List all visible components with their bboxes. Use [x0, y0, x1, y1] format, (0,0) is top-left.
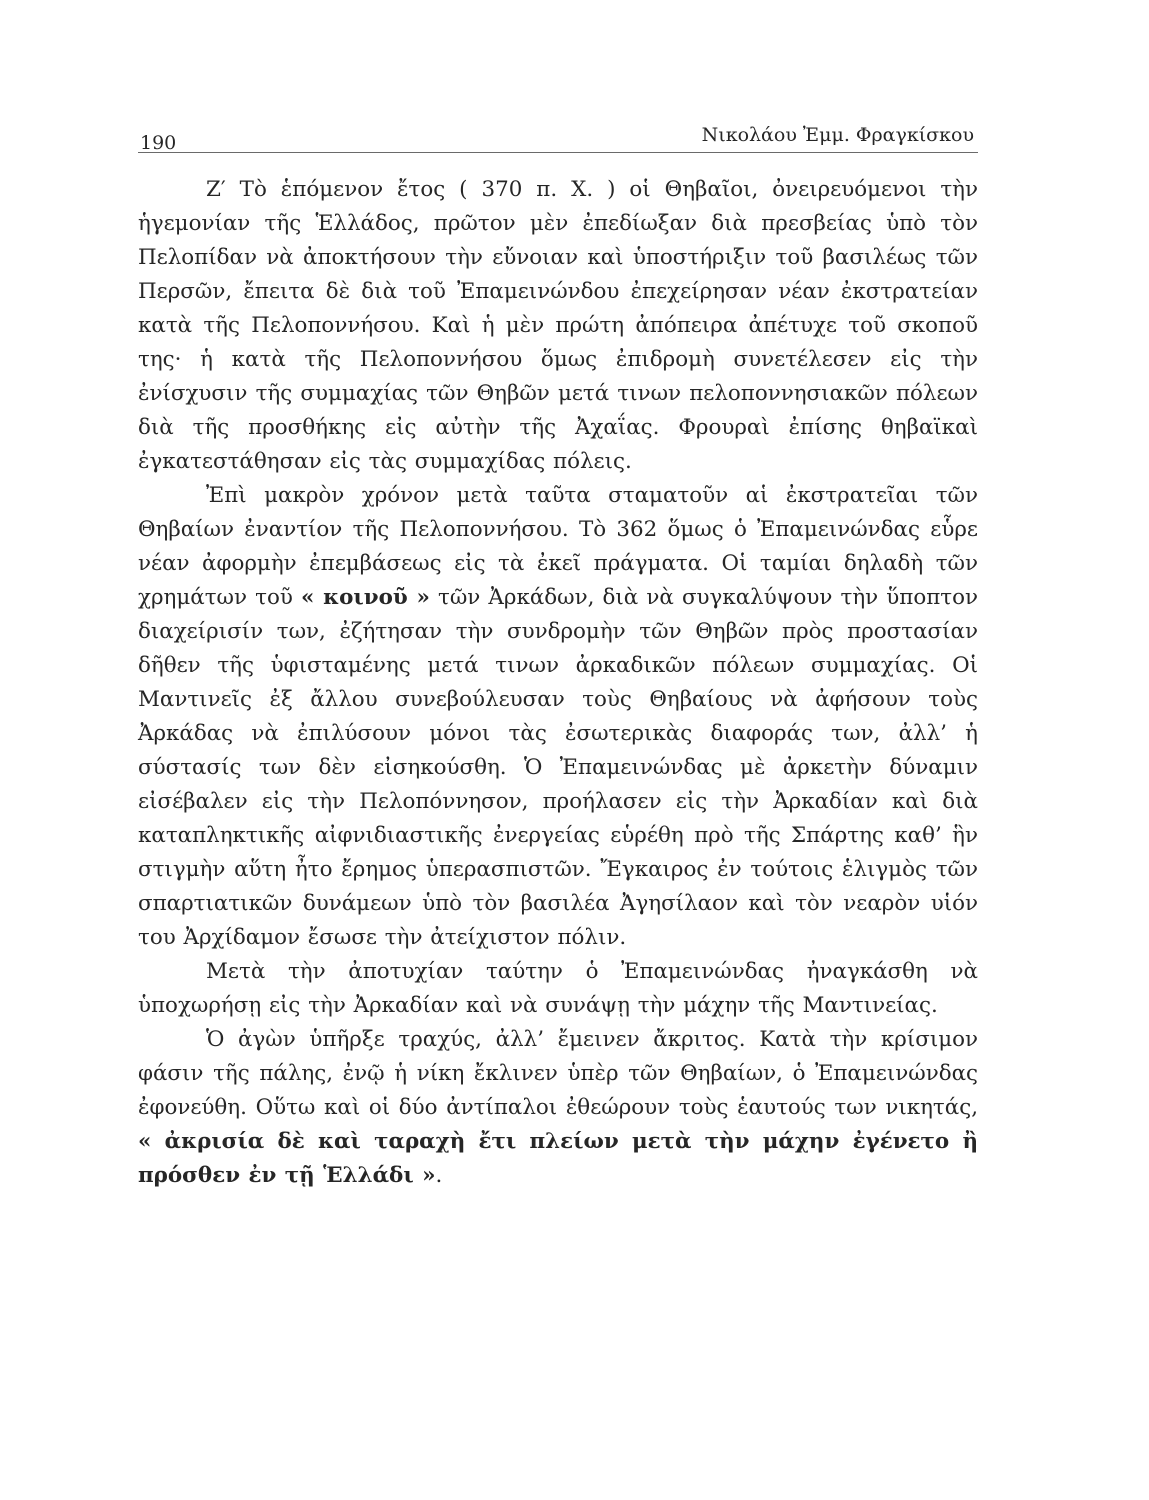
paragraph-1: [138, 173, 978, 479]
paragraph-text: Ὁ ἀγὼν ὑπῆρξε τραχύς, ἀλλ’ ἔμεινεν ἄκριτος. Κατὰ τὴν κρίσιμον φάσιν τῆς πάλης, ἐνῷ ἡ νίκη ἔκλινεν ὑπὲρ τῶν Θηβαίων, ὁ Ἐπαμεινώνδας ἐφονεύθη. Οὕτω καὶ οἱ δύο ἀντίπαλοι ἐθεώρουν τοὺς ἑαυτούς των νικητάς,: [138, 1027, 978, 1120]
paragraph-4: [138, 1023, 978, 1193]
running-head: Νικολάου Ἐμμ. Φραγκίσκου: [701, 124, 974, 146]
paragraph-text: Ζ′ Τὸ ἑπόμενον ἔτος ( 370 π. Χ. ) οἱ Θηβαῖοι, ὀνειρευόμενοι τὴν ἡγεμονίαν τῆς Ἑλλάδος, πρῶτον μὲν ἐπεδίωξαν διὰ πρεσβείας ὑπὸ τὸν Πελοπίδαν νὰ ἀποκτήσουν τὴν εὔνοιαν καὶ ὑποστήριξιν τοῦ βασιλέως τῶν Περσῶν, ἔπειτα δὲ διὰ τοῦ Ἐπαμεινώνδου ἐπεχείρησαν νέαν ἐκστρατείαν κατὰ τῆς Πελοποννήσου. Καὶ ἡ μὲν πρώτη ἀπόπειρα ἀπέτυχε τοῦ σκοποῦ της· ἡ κατὰ τῆς Πελοποννήσου ὅμως ἐπιδρομὴ συνετέλεσεν εἰς τὴν ἐνίσχυσιν τῆς συμμαχίας τῶν Θηβῶν μετά τινων πελοποννησιακῶν πόλεων διὰ τῆς προσθήκης εἰς αὐτὴν τῆς Ἀχαΐας. Φρουραὶ ἐπίσης θηβαϊκαὶ ἐγκατεστάθησαν εἰς τὰς συμμαχίδας πόλεις.: [138, 177, 978, 474]
paragraph-text: .: [435, 1163, 443, 1188]
bold-quote: « ἀκρισία δὲ καὶ ταραχὴ ἔτι πλείων μετὰ τὴν μάχην ἐγένετο ἢ πρόσθεν ἐν τῇ Ἑλλάδι »: [138, 1129, 978, 1188]
paragraph-text: Μετὰ τὴν ἀποτυχίαν ταύτην ὁ Ἐπαμεινώνδας ἠναγκάσθη νὰ ὑποχωρήσῃ εἰς τὴν Ἀρκαδίαν καὶ νὰ συνάψῃ τὴν μάχην τῆς Μαντινείας.: [138, 959, 978, 1018]
page-header: [138, 118, 978, 153]
book-page: [138, 118, 978, 1193]
body-text: [138, 173, 978, 1193]
paragraph-text: τῶν Ἀρκάδων, διὰ νὰ συγκαλύψουν τὴν ὕποπτον διαχείρισίν των, ἐζήτησαν τὴν συνδρομὴν τῶν Θηβῶν πρὸς προστασίαν δῆθεν τῆς ὑφισταμένης μετά τινων ἀρκαδικῶν πόλεων συμμαχίας. Οἱ Μαντινεῖς ἐξ ἄλλου συνεβούλευσαν τοὺς Θηβαίους νὰ ἀφήσουν τοὺς Ἀρκάδας νὰ ἐπιλύσουν μόνοι τὰς ἐσωτερικὰς διαφοράς των, ἀλλ’ ἡ σύστασίς των δὲν εἰσηκούσθη. Ὁ Ἐπαμεινώνδας μὲ ἀρκετὴν δύναμιν εἰσέβαλεν εἰς τὴν Πελοπόννησον, προήλασεν εἰς τὴν Ἀρκαδίαν καὶ διὰ καταπληκτικῆς αἰφνιδιαστικῆς ἐνεργείας εὑρέθη πρὸ τῆς Σπάρτης καθ’ ἣν στιγμὴν αὕτη ἦτο ἔρημος ὑπερασπιστῶν. Ἔγκαιρος ἐν τούτοις ἑλιγμὸς τῶν σπαρτιατικῶν δυνάμεων ὑπὸ τὸν βασιλέα Ἀγησίλαον καὶ τὸν νεαρὸν υἱόν του Ἀρχίδαμον ἔσωσε τὴν ἀτείχιστον πόλιν.: [138, 585, 978, 950]
paragraph-2: [138, 479, 978, 955]
bold-quote: « κοινοῦ »: [300, 585, 430, 610]
paragraph-3: [138, 955, 978, 1023]
page-number: 190: [140, 132, 177, 154]
paragraph-text: Ἐπὶ μακρὸν χρόνον μετὰ ταῦτα σταματοῦν αἱ ἐκστρατεῖαι τῶν Θηβαίων ἐναντίον τῆς Πελοποννήσου. Τὸ 362 ὅμως ὁ Ἐπαμεινώνδας εὗρε νέαν ἀφορμὴν ἐπεμβάσεως εἰς τὰ ἐκεῖ πράγματα. Οἱ ταμίαι δηλαδὴ τῶν χρημάτων τοῦ: [138, 483, 978, 610]
